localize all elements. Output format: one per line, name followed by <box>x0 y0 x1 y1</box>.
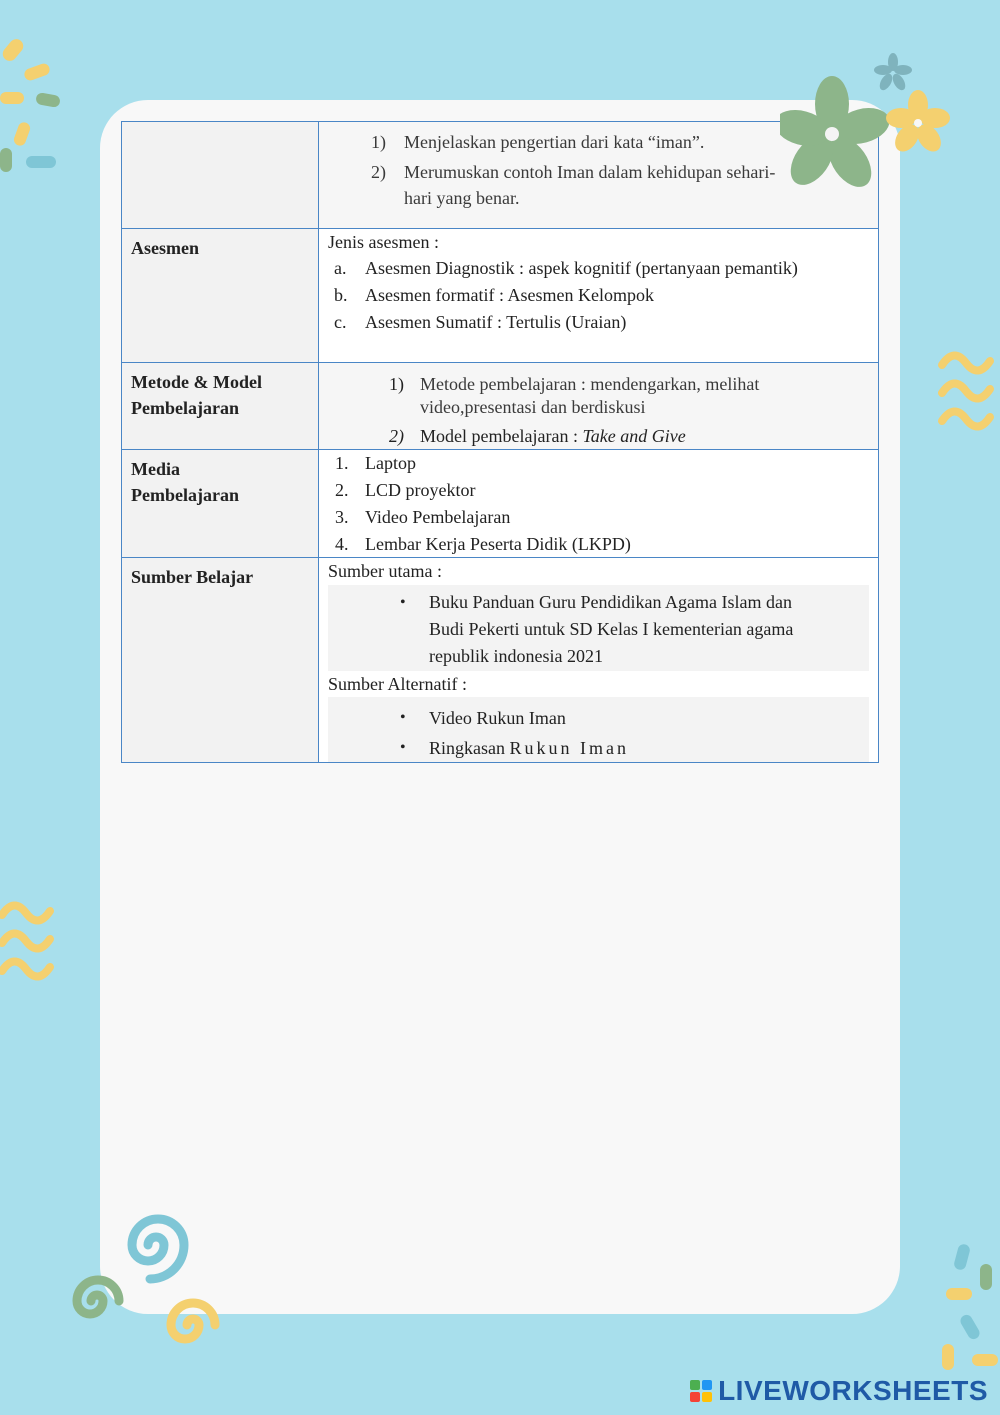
bullet-icon: • <box>400 739 406 756</box>
list-item <box>328 531 869 557</box>
list-number: 4. <box>335 534 349 554</box>
asesmen-label: Asesmen <box>122 229 319 363</box>
list-text: Asesmen formatif : Asesmen Kelompok <box>365 285 654 305</box>
list-number: 3. <box>335 507 349 527</box>
media-label-line2: Pembelajaran <box>131 485 239 505</box>
spiral-decoration <box>60 1205 230 1365</box>
list-item <box>328 735 869 762</box>
brand-name: LIVEWORKSHEETS <box>718 1375 988 1406</box>
list-text-continued: hari yang benar. <box>404 188 520 208</box>
bullet-icon: • <box>400 709 406 726</box>
asesmen-content-cell <box>319 229 879 363</box>
list-item <box>328 589 869 670</box>
list-text-continued: Budi Pekerti untuk SD Kelas I kementerian agama <box>429 619 794 639</box>
sumber-alternatif-heading: Sumber Alternatif : <box>328 674 467 694</box>
list-item <box>328 450 869 477</box>
list-text: Ringkasan <box>429 738 510 758</box>
list-text: Buku Panduan Guru Pendidikan Agama Islam dan <box>429 592 792 612</box>
wave-right-decoration <box>936 345 1000 445</box>
list-item <box>319 423 878 449</box>
list-item <box>328 309 869 336</box>
list-item <box>328 282 869 309</box>
list-text-spaced: Rukun Iman <box>509 738 629 758</box>
table-row-media <box>122 450 879 558</box>
metode-label-line1: Metode & Model <box>131 372 262 392</box>
list-number: 1) <box>389 374 404 394</box>
lesson-plan-table <box>121 121 879 763</box>
metode-label-line2: Pembelajaran <box>131 398 239 418</box>
metode-content-cell <box>319 363 879 450</box>
sumber-utama-heading: Sumber utama : <box>328 561 442 581</box>
list-item <box>319 373 878 419</box>
list-text: Video Rukun Iman <box>429 708 566 728</box>
metode-label-cell <box>122 363 319 450</box>
list-text: Menjelaskan pengertian dari kata “iman”. <box>404 132 705 152</box>
bullet-icon: • <box>400 594 406 611</box>
list-number: c. <box>334 312 347 332</box>
list-text: Asesmen Sumatif : Tertulis (Uraian) <box>365 312 627 332</box>
list-text: Merumuskan contoh Iman dalam kehidupan sehari- <box>404 162 776 182</box>
list-number: b. <box>334 285 348 305</box>
flower-decoration <box>780 50 960 200</box>
list-text: Model pembelajaran : <box>420 426 583 446</box>
list-text-continued: video,presentasi dan berdiskusi <box>420 397 646 417</box>
liveworksheets-logo-icon <box>690 1380 712 1402</box>
objectives-label-cell <box>122 122 319 229</box>
wave-left-decoration <box>0 895 64 995</box>
confetti-top-left-decoration <box>0 30 70 180</box>
list-text: Video Pembelajaran <box>365 507 511 527</box>
logo-square <box>702 1380 712 1390</box>
list-number: 1) <box>371 132 386 152</box>
liveworksheets-brand <box>690 1375 988 1407</box>
list-number: a. <box>334 258 347 278</box>
confetti-bottom-right-decoration <box>940 1240 1000 1390</box>
list-text: Asesmen Diagnostik : aspek kognitif (pertanyaan pemantik) <box>365 258 798 278</box>
table-row-asesmen <box>122 229 879 363</box>
list-number: 2. <box>335 480 349 500</box>
sumber-content-cell <box>319 558 879 763</box>
list-item <box>328 477 869 504</box>
list-item <box>328 255 869 282</box>
list-item <box>328 705 869 735</box>
list-text: Lembar Kerja Peserta Didik (LKPD) <box>365 534 631 554</box>
list-number: 2) <box>389 426 404 446</box>
sumber-alternatif-block <box>328 697 869 762</box>
list-number: 1. <box>335 453 349 473</box>
list-text: Laptop <box>365 453 416 473</box>
list-number: 2) <box>371 162 386 182</box>
media-label-line1: Media <box>131 459 180 479</box>
table-row-sumber <box>122 558 879 763</box>
logo-square <box>702 1392 712 1402</box>
list-item <box>328 504 869 531</box>
table-row-metode <box>122 363 879 450</box>
table-row-objectives <box>122 122 879 229</box>
logo-square <box>690 1392 700 1402</box>
list-text: LCD proyektor <box>365 480 476 500</box>
media-label-cell <box>122 450 319 558</box>
list-text: Metode pembelajaran : mendengarkan, melihat <box>420 374 760 394</box>
list-text-continued: republik indonesia 2021 <box>429 646 603 666</box>
media-content-cell <box>319 450 879 558</box>
asesmen-intro: Jenis asesmen : <box>328 232 439 252</box>
sumber-label: Sumber Belajar <box>122 558 319 763</box>
sumber-utama-block <box>328 585 869 671</box>
logo-square <box>690 1380 700 1390</box>
list-text-italic: Take and Give <box>582 426 686 446</box>
